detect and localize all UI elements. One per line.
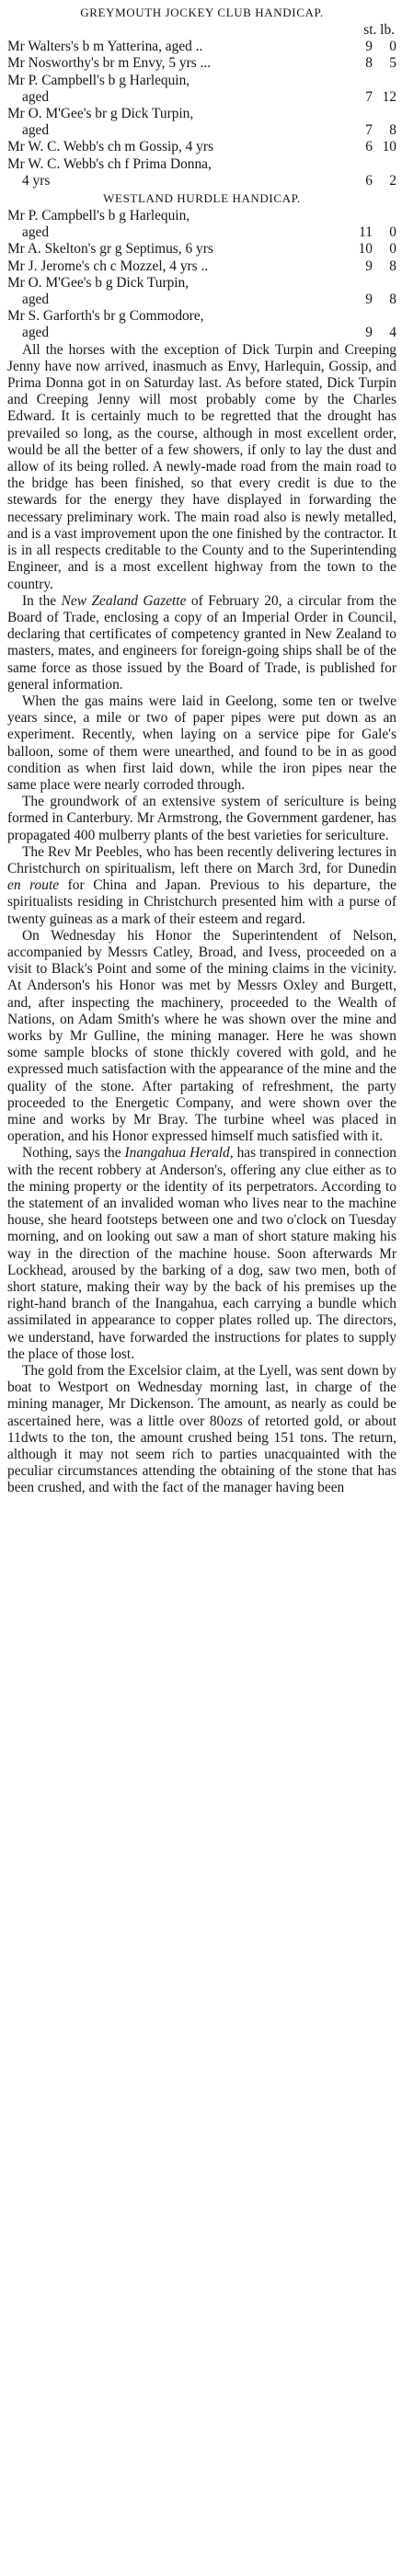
entry-weight <box>343 139 396 155</box>
entry-pounds: 12 <box>382 88 396 105</box>
entry-weight <box>343 292 396 308</box>
entry-owner-horse: Mr W. C. Webb's ch m Gossip, 4 yrs <box>7 139 213 155</box>
entry-stones: 11 <box>359 224 373 241</box>
race-entry <box>7 55 396 72</box>
race-entry <box>7 106 396 122</box>
entry-age: aged <box>22 292 50 308</box>
race-entry <box>7 139 396 155</box>
paragraph-text: When the gas mains were laid in Geelong, some ten or twelve years since, a mile or two of paper pipes were put down as an experiment. Recently, when laying on a service pipe for Gale's balloon, some of them were unearthed, and found to be in as good condition as when first laid down, while the iron pipes near the same place were nearly corroded through. <box>7 693 396 793</box>
paragraph-text: The groundwork of an extensive system of sericulture is being formed in Canterbury. Mr Armstrong, the Government gardener, has propagated 400 mulberry plants of the best varieties for sericulture. <box>7 794 396 843</box>
race-entry <box>7 39 396 55</box>
entry-pounds: 8 <box>389 122 396 139</box>
news-paragraph <box>7 693 396 794</box>
entry-weight <box>343 258 396 275</box>
entry-age: aged <box>22 325 50 341</box>
entry-weight <box>343 325 396 341</box>
race-entry <box>7 73 396 89</box>
entry-weight <box>343 39 396 55</box>
race-entry <box>7 275 396 292</box>
entry-weight <box>343 89 396 106</box>
italic-title: New Zealand Gazette <box>61 592 187 609</box>
hurdle-entries <box>7 208 396 342</box>
entry-stones: 9 <box>365 292 373 308</box>
race-entry-continued <box>7 173 396 189</box>
paragraph-text: of February 20, a circular from the Board of Trade, enclosing a copy of an Imperial Order in Council, declaring that certificates of competency granted in New Zealand to masters, mates, and engineers for foreign-going ships shall be of the same force as those issued by the Board of Trade, is published for general information. <box>7 592 396 693</box>
race-entry-continued <box>7 292 396 308</box>
entry-owner-horse: Mr A. Skelton's gr g Septimus, 6 yrs <box>7 241 213 258</box>
race-entry-continued <box>7 224 396 241</box>
news-paragraph <box>7 794 396 844</box>
paragraph-text: All the horses with the exception of Dick Turpin and Creeping Jenny have now arrived, inasmuch as Envy, Harlequin, Gossip, and Prima Donna got in on Saturday last. As before stated, Dick Turpin and Creeping Jenny will most probably come by the Charles Edward. It is certainly much to be regretted that the drought has prevailed so long, as the course, although in most excellent order, would be all the better of a few showers, if only to lay the dust and allow of its being rolled. A newly-made road from the main road to the bridge has been finished, so that every credit is due to the stewards for the energy they have displayed in forwarding the necessary preliminary work. The main road also is newly metalled, and is a vast improvement upon the one finished by the contractor. It is in all respects creditable to the County and to the Superintending Engineer, and is a most excellent highway from the town to the country. <box>7 341 396 592</box>
race-entry <box>7 308 396 325</box>
entry-stones: 10 <box>358 241 373 258</box>
race-entry <box>7 156 396 173</box>
entry-owner-horse: Mr W. C. Webb's ch f Prima Donna, <box>7 155 212 172</box>
entry-weight <box>343 122 396 139</box>
entry-weight <box>343 241 396 258</box>
entry-pounds: 8 <box>389 258 396 274</box>
entry-owner-horse: Mr O. M'Gee's br g Dick Turpin, <box>7 106 194 122</box>
entry-stones: 8 <box>365 55 373 72</box>
entry-stones: 6 <box>365 139 373 155</box>
entry-owner-horse: Mr O. M'Gee's b g Dick Turpin, <box>7 274 190 291</box>
paragraph-text: , has transpired in connection with the recent robbery at Anderson's, offering any clue either as to the mining property or the identity of its perpetrators. According to the statement of an invalided woman who lives near to the machine house, she heard footsteps between one and two o'clock on Tuesday morning, and on looking out saw a man of short stature making his way in the direction of the machine house. Soon afterwards Mr Lockhead, aroused by the barking of a dog, saw two men, both of short stature, making their way by the back of his premises up the right-hand branch of the Inangahua, each carrying a bundle which assimilated in appearance to copper plates rolled up. The directors, we understand, have forwarded the instructions for plates to supply the place of those lost. <box>7 1145 397 1362</box>
entry-owner-horse: Mr P. Campbell's b g Harlequin, <box>7 72 190 88</box>
entry-pounds: 10 <box>382 139 396 155</box>
entry-owner-horse: Mr S. Garforth's br g Commodore, <box>7 308 204 325</box>
entry-pounds: 2 <box>389 172 396 189</box>
race-entry-continued <box>7 89 396 106</box>
entry-owner-horse: Mr P. Campbell's b g Harlequin, <box>7 208 190 224</box>
paragraph-text: The gold from the Excelsior claim, at the Lyell, was sent down by boat to Westport on Wednesday morning last, in charge of the mining manager, Mr Dickenson. The amount, as nearly as could be ascertained here, was a little over 80ozs of retorted gold, or about 11dwts to the ton, the amount crushed being 151 tons. The return, although it may not seem rich to parties unacquainted with the peculiar circumstances attending the obtaining of the stone that has been crushed, and with the fact of the manager having been <box>7 1363 396 1496</box>
weight-units-header: st. lb. <box>363 22 395 38</box>
news-paragraph <box>7 593 396 693</box>
race-entry <box>7 241 396 258</box>
news-paragraph <box>7 1363 396 1497</box>
entry-stones: 9 <box>365 325 373 341</box>
entry-pounds: 0 <box>389 224 396 241</box>
entry-weight <box>343 55 396 72</box>
paragraph-text: Nothing, says the <box>22 1145 125 1162</box>
entry-pounds: 0 <box>389 241 396 258</box>
entry-owner-horse: Mr Walters's b m Yatterina, aged .. <box>7 39 203 55</box>
race-entry-continued <box>7 122 396 139</box>
entry-pounds: 0 <box>389 39 396 55</box>
news-paragraph <box>7 1145 396 1363</box>
entry-weight <box>343 224 396 241</box>
entry-stones: 6 <box>365 172 373 189</box>
race-entry <box>7 258 396 275</box>
entry-age: aged <box>22 224 50 241</box>
entry-stones: 7 <box>365 122 373 139</box>
entry-age: aged <box>22 122 50 139</box>
hurdle-heading: WESTLAND HURDLE HANDICAP. <box>103 191 301 206</box>
news-paragraph <box>7 844 396 928</box>
entry-pounds: 8 <box>389 292 396 308</box>
entry-owner-horse: Mr Nosworthy's br m Envy, 5 yrs ... <box>7 55 212 72</box>
jockey-club-heading: GREYMOUTH JOCKEY CLUB HANDICAP. <box>80 6 324 19</box>
entry-age: 4 yrs <box>22 172 51 189</box>
news-paragraph <box>7 928 396 1146</box>
entry-stones: 9 <box>365 39 373 55</box>
entry-stones: 9 <box>365 258 373 274</box>
news-paragraph <box>7 342 396 593</box>
entry-pounds: 4 <box>389 325 396 341</box>
entry-pounds: 5 <box>389 55 396 72</box>
paragraph-text: On Wednesday his Honor the Superintendent of Nelson, accompanied by Messrs Catley, Broad, and Ivess, proceeded on a visit to Black's Point and some of the mining claims in the vicinity. At Anderson's his Honor was met by Messrs Oxley and Burgett, and, after inspecting the machinery, proceeded to the Wealth of Nations, on Adam Smith's where he was shown over the mine and works by Mr Gulline, the mining manager. Here he was shown some sample blocks of stone thickly covered with gold, and he expressed much satisfaction with the appearance of the mine and the quality of the stone. After partaking of refreshment, the party proceeded to the Energetic Company, and were shown over the mine and works by Mr Bray. The turbine wheel was placed in operation, and his Honor expressed himself much satisfied with it. <box>7 927 396 1145</box>
entry-stones: 7 <box>365 88 373 105</box>
news-paragraphs <box>7 342 396 1497</box>
race-entry-continued <box>7 325 396 341</box>
race-entry <box>7 208 396 224</box>
entry-age: aged <box>22 88 50 105</box>
jockey-club-entries <box>7 39 396 189</box>
paragraph-text: In the <box>22 592 62 609</box>
paragraph-text: The Rev Mr Peebles, who has been recently delivering lectures in Christchurch on spiritualism, left there on March 3rd, for Dunedin <box>7 843 396 876</box>
entry-weight <box>343 173 396 189</box>
entry-owner-horse: Mr J. Jerome's ch c Mozzel, 4 yrs .. <box>7 258 209 274</box>
italic-title: en route <box>7 877 60 894</box>
paragraph-text: for China and Japan. Previous to his departure, the spiritualists residing in Christchurch presented him with a purse of twenty guineas as a mark of their esteem and regard. <box>7 877 396 927</box>
italic-title: Inangahua Herald <box>124 1145 230 1162</box>
